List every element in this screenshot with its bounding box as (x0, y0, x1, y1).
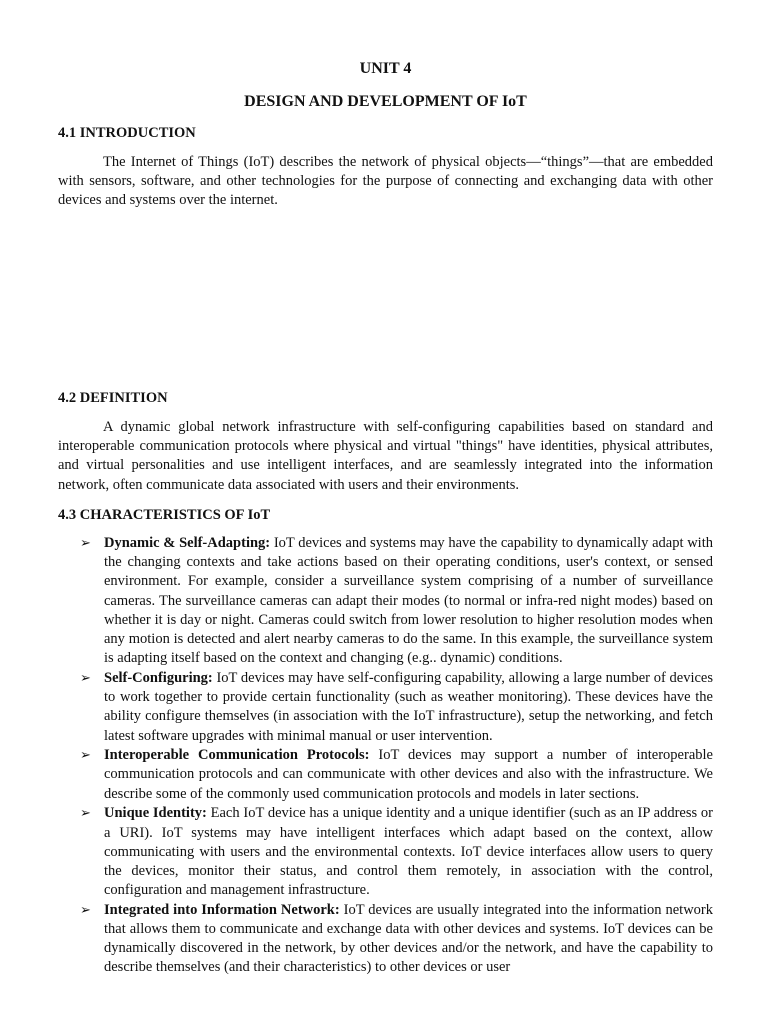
bullet-term: Self-Configuring: (104, 669, 213, 686)
arrow-bullet-icon: ➢ (80, 670, 91, 686)
bullet-term: Unique Identity: (104, 805, 207, 822)
bullet-text: Each IoT device has a unique identity and a unique identifier (such as an IP address or a URI). IoT systems may have intelligent interfaces which adapt based on the context, allow communicating with users and the environmental contexts. IoT device interfaces allow users to query the devices, monitor their status, and control them remotely, in association with the control, configuration and management infrastructure. (104, 805, 713, 899)
list-item (58, 534, 713, 668)
document-page (58, 0, 713, 1024)
list-item (58, 669, 713, 746)
list-item (58, 746, 713, 804)
characteristics-list (58, 534, 713, 978)
document-title: DESIGN AND DEVELOPMENT OF IoT (244, 93, 527, 110)
bullet-term: Interoperable Communication Protocols: (104, 747, 370, 764)
arrow-bullet-icon: ➢ (80, 902, 91, 918)
bullet-text: IoT devices are usually integrated into the information network that allows them to communicate and exchange data with other devices and systems. IoT devices can be dynamically discovered in the network, by other devices and/or the network, and have the capability to describe themselves (and their characteristics) to other devices or user (104, 901, 713, 976)
section-heading-introduction: 4.1 INTRODUCTION (58, 125, 196, 141)
bullet-term: Integrated into Information Network: (104, 901, 340, 918)
arrow-bullet-icon: ➢ (80, 806, 91, 822)
unit-title: UNIT 4 (359, 60, 412, 77)
list-item (58, 804, 713, 900)
bullet-text: IoT devices may support a number of interoperable communication protocols and can communicate with other devices and also with the infrastructure. We describe some of the commonly used communication protocols and models in later sections. (104, 747, 713, 802)
list-item (58, 901, 713, 978)
bullet-text: IoT devices and systems may have the capability to dynamically adapt with the changing contexts and take actions based on their operating conditions, user's context, or sensed environment. For example, consider a surveillance system comprising of a number of surveillance cameras. The surveillance cameras can adapt their modes (to normal or infra-red night modes) based on whether it is day or night. Cameras could switch from lower resolution to higher resolution modes when any motion is detected and alert nearby cameras to do the same. In this example, the surveillance system is adapting itself based on the context and changing (e.g.. dynamic) conditions. (104, 535, 713, 667)
arrow-bullet-icon: ➢ (80, 748, 91, 764)
definition-paragraph: A dynamic global network infrastructure with self-configuring capabilities based on standard and interoperable communication protocols where physical and virtual "things" have identities, physical attributes, and virtual personalities and use intelligent interfaces, and are seamlessly integrated into the information network, often communicate data associated with users and their environments. (58, 419, 713, 493)
bullet-term: Dynamic & Self-Adapting: (104, 535, 271, 551)
section-heading-definition: 4.2 DEFINITION (58, 390, 168, 406)
bullet-text: IoT devices may have self-configuring capability, allowing a large number of devices to work together to provide certain functionality (such as weather monitoring). These devices have the ability configure themselves (in association with the IoT infrastructure), setup the networking, and fetch latest software upgrades with minimal manual or user intervention. (104, 669, 713, 744)
arrow-bullet-icon: ➢ (80, 536, 91, 551)
section-heading-characteristics: 4.3 CHARACTERISTICS OF IoT (58, 507, 271, 523)
introduction-paragraph: The Internet of Things (IoT) describes the network of physical objects—“things”—that are embedded with sensors, software, and other technologies for the purpose of connecting and exchanging data with other devices and systems over the internet. (58, 154, 713, 209)
